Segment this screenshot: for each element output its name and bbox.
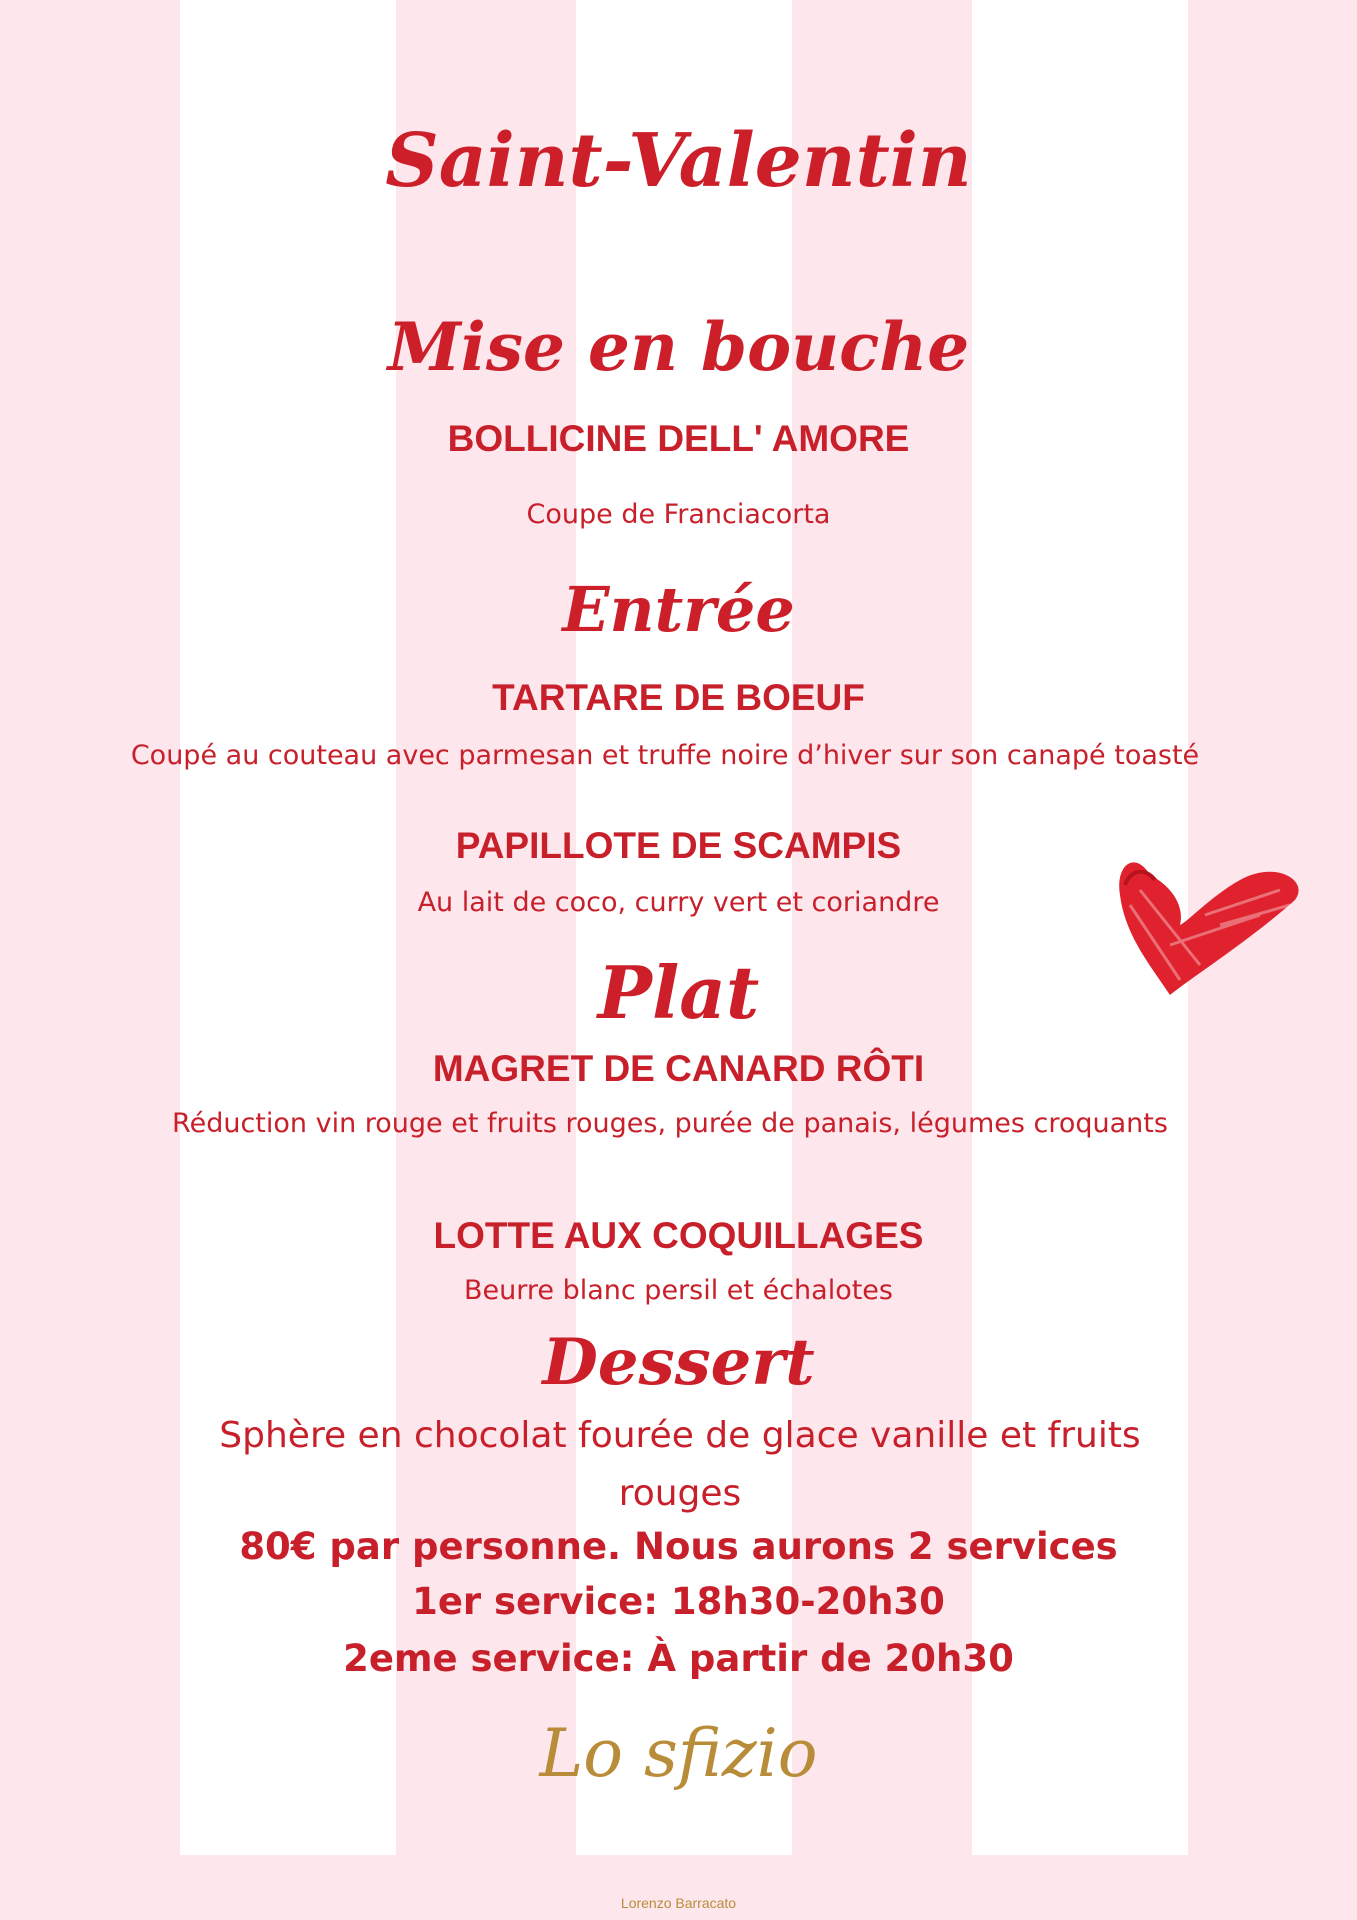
desc-dessert: Sphère en chocolat fourée de glace vanille et fruits rouges xyxy=(219,1415,1141,1514)
signature-logo: Lo sfizio xyxy=(539,1715,818,1792)
heart-icon xyxy=(1110,845,1310,1030)
dish-bollicine: BOLLICINE DELL' AMORE xyxy=(447,418,910,459)
menu-title: Saint-Valentin xyxy=(385,118,972,204)
heading-plat: Plat xyxy=(597,950,760,1035)
heading-dessert: Dessert xyxy=(542,1325,815,1400)
service-2-line: 2eme service: À partir de 20h30 xyxy=(343,1637,1014,1680)
desc-papillote: Au lait de coco, curry vert et coriandre xyxy=(417,887,940,918)
heading-mise-en-bouche: Mise en bouche xyxy=(387,308,970,386)
dish-tartare: TARTARE DE BOEUF xyxy=(492,677,865,718)
desc-bollicine: Coupe de Franciacorta xyxy=(526,499,831,530)
desc-lotte: Beurre blanc persil et échalotes xyxy=(464,1275,893,1306)
dish-lotte: LOTTE AUX COQUILLAGES xyxy=(433,1215,924,1256)
dish-magret: MAGRET DE CANARD RÔTI xyxy=(432,1048,925,1089)
desc-tartare: Coupé au couteau avec parmesan et truffe noire d’hiver sur son canapé toasté xyxy=(130,740,1200,771)
price-line: 80€ par personne. Nous aurons 2 services xyxy=(239,1525,1118,1568)
heading-entree: Entrée xyxy=(562,573,795,646)
credit-text: Lorenzo Barracato xyxy=(620,1895,737,1911)
desc-magret: Réduction vin rouge et fruits rouges, purée de panais, légumes croquants xyxy=(172,1108,1168,1139)
dish-papillote: PAPILLOTE DE SCAMPIS xyxy=(455,825,902,866)
service-1-line: 1er service: 18h30-20h30 xyxy=(412,1580,945,1623)
